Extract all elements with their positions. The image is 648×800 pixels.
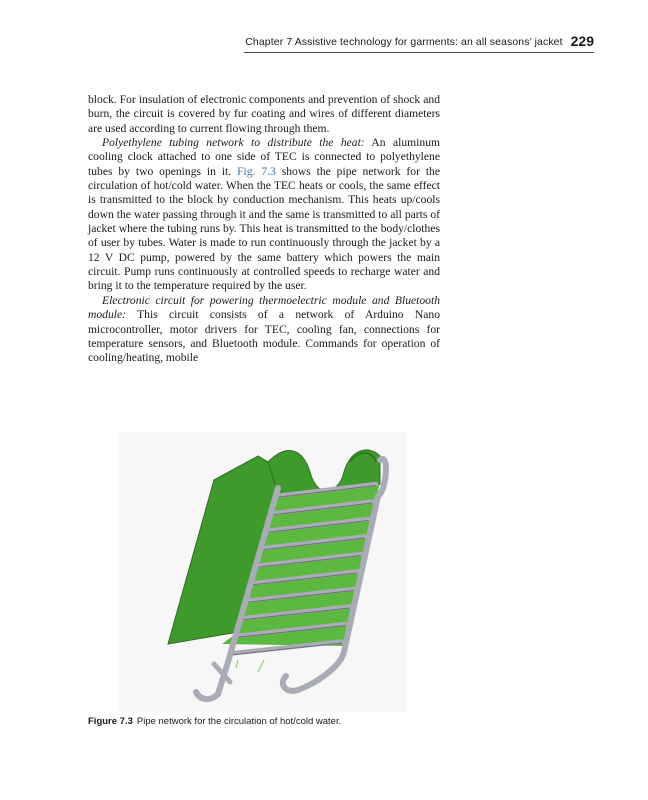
figure-link[interactable]: Fig. 7.3 xyxy=(237,164,276,178)
figure-caption-text: Pipe network for the circulation of hot/cold water. xyxy=(136,716,342,727)
paragraph-3-text: This circuit consists of a network of Arduino Nano microcontroller, motor drivers for TEC, cooling fan, connections for temperature sensors, and Bluetooth module. Commands for operation of cooling/heating, mobile xyxy=(88,308,440,365)
paragraph-2-text-a: An aluminum cooling clock attached to one side of TEC is connected to polyethylene tubes by two openings in it. xyxy=(88,136,441,178)
figure-caption xyxy=(88,716,548,727)
running-title: Chapter 7 Assistive technology for garments: an all seasons’ jacket xyxy=(245,36,563,48)
figure-pipe-network xyxy=(118,432,406,712)
page-number: 229 xyxy=(570,33,594,49)
body-text xyxy=(88,93,440,366)
header-rule xyxy=(244,52,594,53)
paragraph-2 xyxy=(88,136,440,294)
figure-caption-label: Figure 7.3 xyxy=(88,716,133,727)
running-head xyxy=(60,33,594,53)
paragraph-2-text-b: shows the pipe network for the circulation of hot/cold water. When the TEC heats or cools, the same effect is transmitted to the block by conduction mechanism. This heats up/cools down the water passing through it and the same is transmitted to all parts of jacket where the tubing runs by. This heat is transmitted to the body/clothes of user by tubes. Water is made to run continuously through the jacket by a 12 V DC pump, powered by the same battery which powers the main circuit. Pump runs continuously at controlled speeds to recharge water and bring it to the temperature required by the user. xyxy=(88,164,440,293)
paragraph-3 xyxy=(88,294,440,366)
pipe-network-image xyxy=(118,432,406,712)
paragraph-3-heading: Electronic circuit for powering thermoelectric module and Bluetooth module: xyxy=(88,293,440,322)
paragraph-2-heading: Polyethylene tubing network to distribute the heat: xyxy=(102,136,365,150)
paragraph-1: block. For insulation of electronic components and prevention of shock and burn, the circuit is covered by fur coating and wires of different diameters are used according to current flowing through them. xyxy=(88,93,440,135)
